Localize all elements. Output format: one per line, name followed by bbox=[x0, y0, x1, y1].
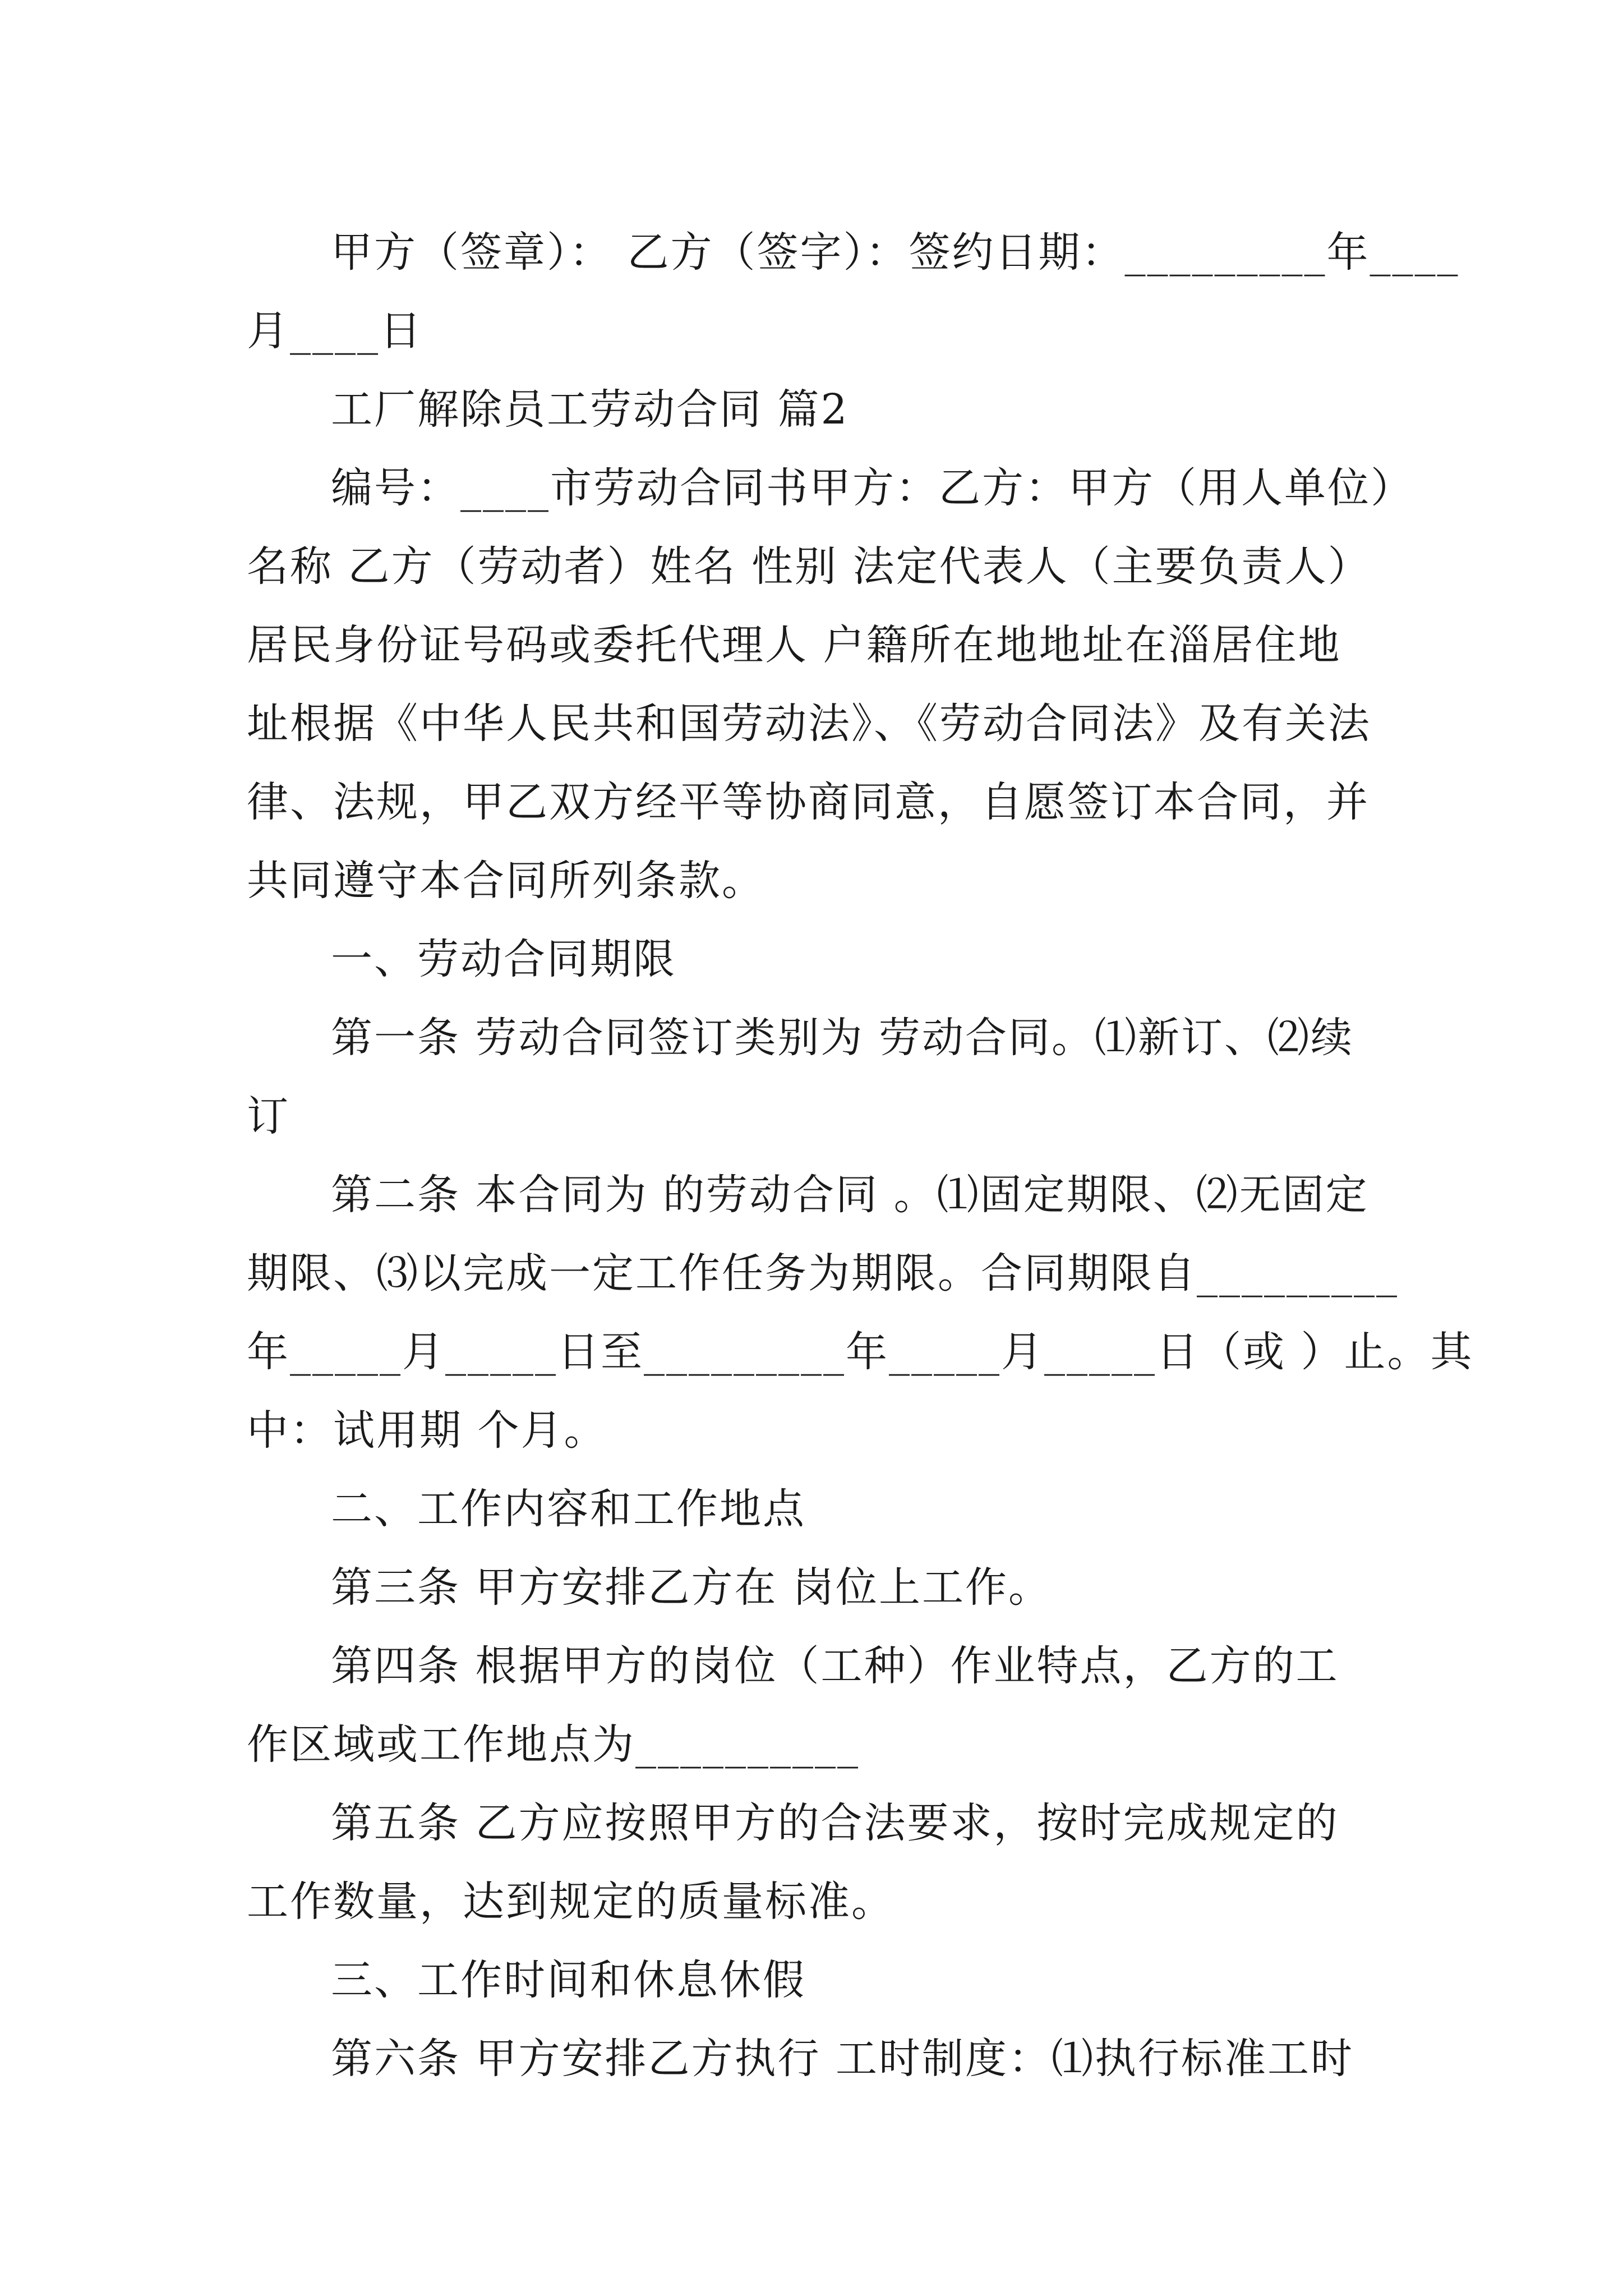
article-line: 期限、⑶以完成一定工作任务为期限。合同期限自_________ bbox=[247, 1249, 1399, 1297]
chapter-heading: 一、劳动合同期限 bbox=[331, 935, 676, 983]
section-heading: 工厂解除员工劳动合同 篇2 bbox=[331, 385, 849, 434]
chapter-heading: 三、工作时间和休息休假 bbox=[331, 1956, 806, 2004]
article-line: 作区域或工作地点为__________ bbox=[247, 1720, 860, 1769]
article-line: 第五条 乙方应按照甲方的合法要求，按时完成规定的 bbox=[331, 1799, 1339, 1847]
article-line: 第二条 本合同为 的劳动合同 。⑴固定期限、⑵无固定 bbox=[331, 1171, 1369, 1219]
paragraph-line: 共同遵守本合同所列条款。 bbox=[247, 857, 765, 905]
signature-line: 甲方（签章）： 乙方（签字）：签约日期：_________年____ bbox=[331, 228, 1460, 277]
paragraph-line: 名称 乙方（劳动者）姓名 性别 法定代表人（主要负责人） bbox=[247, 542, 1371, 591]
document-body bbox=[247, 213, 1474, 2098]
paragraph-line: 居民身份证号码或委托代理人 户籍所在地地址在淄居住地 bbox=[247, 621, 1341, 669]
article-line: 第三条 甲方安排乙方在 岗位上工作。 bbox=[331, 1563, 1052, 1612]
paragraph-line: 编号：____市劳动合同书甲方：乙方：甲方（用人单位） bbox=[331, 464, 1414, 512]
paragraph-line: 律、法规，甲乙双方经平等协商同意，自愿签订本合同，并 bbox=[247, 778, 1370, 826]
article-line: 中：试用期 个月。 bbox=[247, 1406, 607, 1455]
signature-date-line: 月____日 bbox=[247, 307, 423, 355]
article-line: 工作数量，达到规定的质量标准。 bbox=[247, 1878, 895, 1926]
paragraph-line: 址根据《中华人民共和国劳动法》、《劳动合同法》及有关法 bbox=[247, 700, 1371, 748]
article-line: 第四条 根据甲方的岗位（工种）作业特点，乙方的工 bbox=[331, 1642, 1339, 1690]
article-line: 第六条 甲方安排乙方执行 工时制度：⑴执行标准工时 bbox=[331, 2035, 1354, 2083]
article-line: 年_____月_____日至_________年_____月_____日（或 ）止。其 bbox=[247, 1328, 1474, 1376]
chapter-heading: 二、工作内容和工作地点 bbox=[331, 1485, 806, 1533]
article-line: 第一条 劳动合同签订类别为 劳动合同。⑴新订、⑵续 bbox=[331, 1014, 1354, 1062]
article-line: 订 bbox=[247, 1092, 290, 1140]
